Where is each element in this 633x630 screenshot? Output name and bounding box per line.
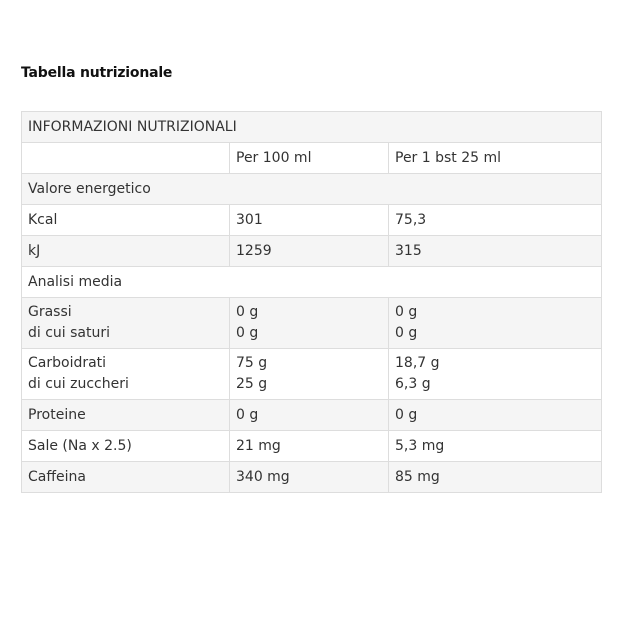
column-header-per-serving: Per 1 bst 25 ml	[389, 143, 602, 174]
table-row-kcal	[22, 205, 602, 236]
section-row-energy	[22, 174, 602, 205]
section-label-analysis: Analisi media	[22, 267, 602, 298]
row-label-kcal: Kcal	[22, 205, 230, 236]
value-saturi-per-serving: 0 g	[395, 325, 418, 341]
value-saturi-per-100ml: 0 g	[236, 325, 259, 341]
table-header-row	[22, 112, 602, 143]
cell-protein-per-serving: 0 g	[389, 400, 602, 431]
section-row-analysis	[22, 267, 602, 298]
label-grassi: Grassi	[28, 304, 72, 320]
value-carboidrati-per-serving: 18,7 g	[395, 355, 440, 371]
table-row-kj	[22, 236, 602, 267]
row-label-fats	[22, 298, 230, 349]
cell-kj-per-100ml: 1259	[230, 236, 389, 267]
table-row-protein	[22, 400, 602, 431]
label-di-cui-saturi: di cui saturi	[28, 325, 111, 341]
page-title: Tabella nutrizionale	[21, 65, 173, 81]
column-header-per-100ml: Per 100 ml	[230, 143, 389, 174]
row-label-carbs	[22, 349, 230, 400]
value-zuccheri-per-100ml: 25 g	[236, 376, 268, 392]
row-label-caffeine: Caffeina	[22, 462, 230, 493]
cell-protein-per-100ml: 0 g	[230, 400, 389, 431]
table-row-fats	[22, 298, 602, 349]
column-header-empty	[22, 143, 230, 174]
row-label-salt: Sale (Na x 2.5)	[22, 431, 230, 462]
cell-carbs-per-100ml	[230, 349, 389, 400]
cell-caffeine-per-serving: 85 mg	[389, 462, 602, 493]
value-carboidrati-per-100ml: 75 g	[236, 355, 268, 371]
value-grassi-per-serving: 0 g	[395, 304, 418, 320]
cell-fats-per-100ml	[230, 298, 389, 349]
row-label-kj: kJ	[22, 236, 230, 267]
nutrition-table	[21, 111, 602, 493]
cell-salt-per-serving: 5,3 mg	[389, 431, 602, 462]
cell-kj-per-serving: 315	[389, 236, 602, 267]
table-row-caffeine	[22, 462, 602, 493]
label-di-cui-zuccheri: di cui zuccheri	[28, 376, 129, 392]
table-header: INFORMAZIONI NUTRIZIONALI	[22, 112, 602, 143]
cell-kcal-per-100ml: 301	[230, 205, 389, 236]
label-carboidrati: Carboidrati	[28, 355, 107, 371]
table-row-carbs	[22, 349, 602, 400]
table-row-salt	[22, 431, 602, 462]
value-zuccheri-per-serving: 6,3 g	[395, 376, 431, 392]
cell-carbs-per-serving	[389, 349, 602, 400]
row-label-protein: Proteine	[22, 400, 230, 431]
cell-kcal-per-serving: 75,3	[389, 205, 602, 236]
cell-caffeine-per-100ml: 340 mg	[230, 462, 389, 493]
cell-salt-per-100ml: 21 mg	[230, 431, 389, 462]
section-label-energy: Valore energetico	[22, 174, 602, 205]
value-grassi-per-100ml: 0 g	[236, 304, 259, 320]
cell-fats-per-serving	[389, 298, 602, 349]
column-header-row	[22, 143, 602, 174]
